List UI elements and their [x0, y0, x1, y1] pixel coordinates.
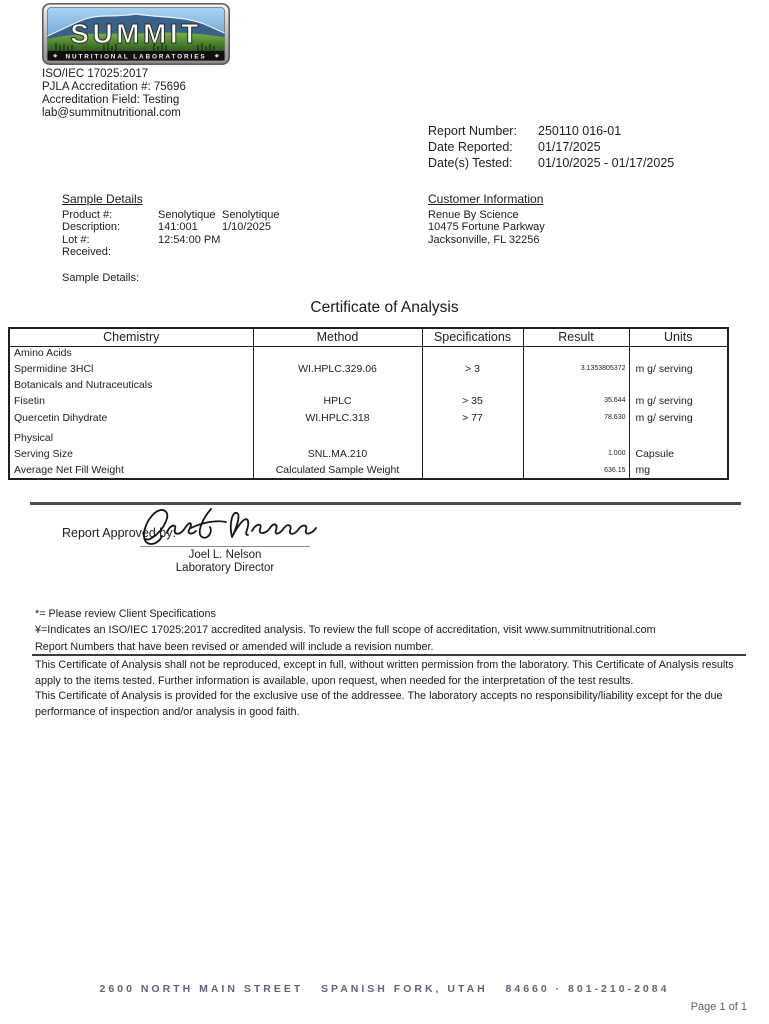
signer-block	[130, 549, 320, 574]
signature-image	[133, 498, 318, 548]
product-label: Product #:	[62, 209, 113, 221]
analyte-result: 636.15	[523, 462, 629, 479]
footnote-revision: Report Numbers that have been revised or amended will include a revision number.	[35, 640, 434, 653]
report-approved-by-label: Report Approved by:	[62, 526, 176, 540]
category-row-physical	[9, 426, 728, 445]
description-row	[62, 221, 280, 233]
analyte-method: Calculated Sample Weight	[253, 462, 422, 479]
customer-name: Renue By Science	[428, 209, 519, 221]
lot-label: Lot #:	[62, 233, 90, 246]
certificate-title: Certificate of Analysis	[310, 299, 459, 316]
lab-email: lab@summitnutritional.com	[42, 107, 181, 119]
analyte-method: WI.HPLC.329.06	[253, 360, 422, 377]
description-value-2: 1/10/2025	[222, 221, 271, 234]
accreditation-line: ISO/IEC 17025:2017	[42, 68, 149, 80]
report-number-value: 250110 016-01	[538, 124, 622, 138]
footnote-accreditation: ¥=Indicates an ISO/IEC 17025:2017 accredited analysis. To review the full scope of accreditation, visit www.summitnutritional.com	[35, 624, 656, 637]
sample-details-heading: Sample Details	[62, 192, 143, 206]
analyte-name: Quercetin Dihydrate	[9, 409, 253, 426]
date-reported-label: Date Reported:	[428, 140, 513, 154]
analyte-units: Capsule	[629, 445, 728, 462]
analyte-units: m g/ serving	[629, 409, 728, 426]
analyte-method: HPLC	[253, 392, 422, 409]
analyte-name: Spermidine 3HCl	[9, 360, 253, 377]
description-label: Description:	[62, 221, 121, 234]
product-value-1: Senolytique	[158, 209, 216, 221]
dates-tested-value: 01/10/2025 - 01/17/2025	[538, 156, 675, 170]
analyte-result: 1.000	[523, 445, 629, 462]
product-value-2: Senolytique	[222, 209, 280, 221]
col-header-result: Result	[523, 328, 629, 346]
analyte-units: mg	[629, 462, 728, 479]
table-header-row	[9, 328, 728, 346]
dates-tested-row	[428, 155, 674, 171]
col-header-specifications: Specifications	[422, 328, 523, 346]
footnotes-block	[35, 606, 656, 655]
analyte-units: m g/ serving	[629, 392, 728, 409]
category-label: Botanicals and Nutraceuticals	[9, 377, 253, 392]
accreditation-block	[42, 68, 186, 120]
legal-block	[35, 658, 741, 720]
sample-details-block	[62, 192, 280, 259]
col-header-chemistry: Chemistry	[9, 328, 253, 346]
analyte-spec: > 3	[422, 360, 523, 377]
report-number-row	[428, 123, 674, 139]
customer-street: 10475 Fortune Parkway	[428, 221, 545, 234]
analyte-row-serving-size	[9, 445, 728, 462]
category-row-botanicals	[9, 377, 728, 392]
customer-info-block	[428, 192, 545, 246]
analyte-result: 3.1353805372	[523, 360, 629, 377]
footnote-client-specs: *= Please review Client Specifications	[35, 608, 216, 620]
legal-paragraph-1: This Certificate of Analysis shall not be reproduced, except in full, without written permission from the laboratory. This Certificate of Analysis results apply to the items tested. Further information is available, upon request, when needed for the interpretation of the test results.	[35, 659, 734, 687]
sample-details-secondary-label: Sample Details:	[62, 272, 140, 284]
analyte-row-quercetin	[9, 409, 728, 426]
signature-line	[140, 546, 310, 547]
lot-value: 12:54:00 PM	[158, 233, 221, 246]
results-table	[8, 327, 729, 480]
summit-logo-graphic	[42, 3, 230, 65]
analyte-method: SNL.MA.210	[253, 445, 422, 462]
analyte-spec	[422, 445, 523, 462]
analyte-result: 78.630	[523, 409, 629, 426]
logo-title: SUMMIT	[70, 18, 202, 49]
customer-city: Jacksonville, FL 32256	[428, 233, 540, 246]
col-header-units: Units	[629, 328, 728, 346]
analyte-name: Serving Size	[9, 445, 253, 462]
analyte-name: Average Net Fill Weight	[9, 462, 253, 479]
analyte-result: 35.644	[523, 392, 629, 409]
legal-divider	[32, 654, 746, 656]
category-label: Physical	[9, 426, 253, 445]
analyte-spec: > 35	[422, 392, 523, 409]
legal-paragraph-2: This Certificate of Analysis is provided for the exclusive use of the addressee. The laboratory accepts no responsibility/liability except for the due performance of inspection and/or analysis in good faith.	[35, 690, 723, 718]
received-label: Received:	[62, 246, 111, 259]
dates-tested-label: Date(s) Tested:	[428, 156, 513, 170]
page-number: Page 1 of 1	[690, 1001, 747, 1013]
signer-title: Laboratory Director	[175, 561, 275, 574]
analyte-row-fisetin	[9, 392, 728, 409]
analyte-units: m g/ serving	[629, 360, 728, 377]
analyte-row-spermidine	[9, 360, 728, 377]
report-number-label: Report Number:	[428, 124, 517, 138]
signer-name: Joel L. Nelson	[188, 549, 262, 561]
logo-subtitle: NUTRITIONAL LABORATORIES	[65, 53, 207, 61]
report-info-block	[428, 123, 674, 171]
category-label: Amino Acids	[9, 346, 253, 360]
analyte-name: Fisetin	[9, 392, 253, 409]
summit-logo	[42, 3, 230, 65]
description-value-1: 141:001	[158, 221, 198, 234]
product-row	[62, 209, 280, 221]
date-reported-row	[428, 139, 674, 155]
analyte-spec: > 77	[422, 409, 523, 426]
analyte-method: WI.HPLC.318	[253, 409, 422, 426]
analyte-spec	[422, 462, 523, 479]
date-reported-value: 01/17/2025	[538, 140, 601, 154]
lot-row	[62, 234, 280, 246]
accreditation-line: Accreditation Field: Testing	[42, 94, 180, 106]
analyte-row-avg-net-fill-weight	[9, 462, 728, 479]
accreditation-line: PJLA Accreditation #: 75696	[42, 81, 186, 93]
category-row-amino-acids	[9, 346, 728, 360]
lab-address-footer: 2600 NORTH MAIN STREET SPANISH FORK, UTAH 84660 · 801-210-2084	[99, 983, 670, 995]
received-row	[62, 246, 280, 258]
col-header-method: Method	[253, 328, 422, 346]
customer-info-heading: Customer Information	[428, 192, 544, 206]
